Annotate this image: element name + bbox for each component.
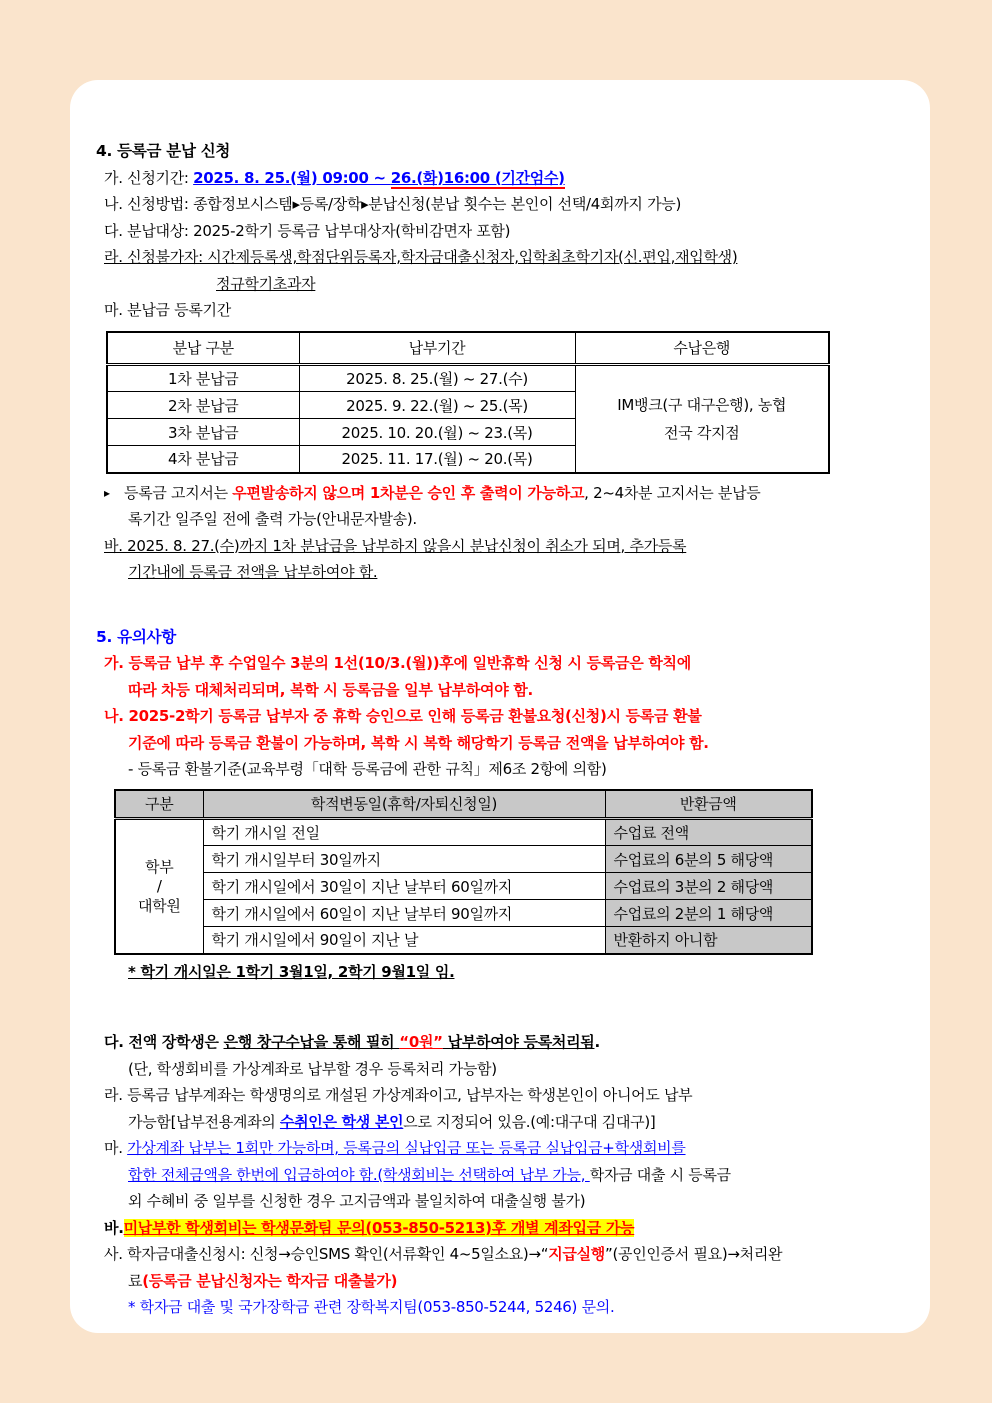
s5-deposit-rule-line1: [104, 1135, 906, 1162]
triangle-bullet-icon: ▸: [104, 485, 111, 500]
s5-deposit-rule-line2: [128, 1162, 906, 1189]
s5-full-scholarship-sub: (단, 학생회비를 가상계좌로 납부할 경우 등록처리 가능함): [128, 1059, 497, 1078]
section5-title: 5. 유의사항: [96, 627, 176, 646]
cell-installment-3: 3차 분납금: [107, 419, 299, 446]
cell-installment-1: 1차 분납금: [107, 365, 299, 392]
bill-notice-post: , 2~4차분 고지서는 분납등: [584, 483, 761, 502]
s5-unpaid-fee-rule: [104, 1215, 906, 1242]
table-row: [107, 365, 829, 392]
da-underlined-2: 납부하여야 등록처리됨: [442, 1033, 595, 1051]
ra2-post: 으로 지정되어 있음.(예:대구대 김대구)]: [403, 1112, 656, 1131]
cell-refund-2: 수업료의 6분의 5 해당액: [605, 846, 812, 873]
bank-branches: 전국 각지점: [664, 423, 740, 442]
group-grad: 대학원: [137, 897, 181, 916]
ra2-pre: 가능함[납부전용계좌의: [128, 1112, 280, 1131]
s5-leave-rule-line2: 따라 차등 대체처리되며, 복학 시 등록금을 일부 납부하여야 함.: [128, 680, 533, 699]
ma-blue-1: 가상계좌 납부는 1회만 가능하며, 등록금의 실납입금 또는 등록금 실납입금+학생회비를: [127, 1139, 686, 1157]
cell-student-group: [115, 819, 203, 954]
s5-virtual-account-line2: [128, 1109, 906, 1136]
table-row: [115, 927, 812, 954]
col-header-category: 구분: [115, 790, 203, 819]
bill-notice-warning: 우편발송하지 않으며 1차분은 승인 후 출력이 가능하고: [232, 483, 585, 502]
s5-deposit-rule-line3: 외 수혜비 중 일부를 신청한 경우 고지금액과 불일치하여 대출실행 불가): [128, 1192, 586, 1210]
cell-refund-1: 수업료 전액: [605, 819, 812, 846]
group-slash: /: [156, 877, 162, 896]
cell-change-date-1: 학기 개시일 전일: [203, 819, 605, 846]
table-row: [115, 873, 812, 900]
section4-title: 4. 등록금 분납 신청: [96, 142, 231, 160]
cell-refund-4: 수업료의 2분의 1 해당액: [605, 900, 812, 927]
table-row: [115, 819, 812, 846]
sa-payment-exec: 지급실행: [548, 1245, 605, 1263]
col-header-bank: 수납은행: [575, 332, 829, 365]
s5-loan-process-line1: [104, 1241, 906, 1268]
s4-item-apply-period: [104, 165, 906, 192]
cell-change-date-5: 학기 개시일에서 90일이 지난 날: [203, 927, 605, 954]
cell-period-4: 2025. 11. 17.(월) ~ 20.(목): [299, 446, 575, 473]
semester-start-note: * 학기 개시일은 1학기 3월1일, 2학기 9월1일 임.: [128, 962, 455, 981]
s4-item-not-eligible: 라. 신청불가자: 시간제등록생,학점단위등록자,학자금대출신청자,입학최초학기자(신.편입,재입학생): [104, 248, 738, 266]
bill-notice-pre: 등록금 고지서는: [124, 483, 233, 502]
s4-bill-notice: [104, 480, 906, 507]
cell-period-2: 2025. 9. 22.(월) ~ 25.(목): [299, 392, 575, 419]
cell-change-date-3: 학기 개시일에서 30일이 지난 날부터 60일까지: [203, 873, 605, 900]
ma-blue-2: 합한 전체금액을 한번에 입금하여야 함.(학생회비는 선택하여 납부 가능,: [128, 1165, 590, 1184]
ba-highlight-strong: 개별 계좌입금 가능: [510, 1218, 635, 1237]
cell-refund-3: 수업료의 3분의 2 해당액: [605, 873, 812, 900]
document-panel: [70, 80, 930, 1333]
col-header-change-date: 학적변동일(휴학/자퇴신청일): [203, 790, 605, 819]
col-header-refund-amount: 반환금액: [605, 790, 812, 819]
ba-label: 바.: [104, 1218, 124, 1237]
bank-name: IM뱅크(구 대구은행), 농협: [617, 395, 787, 414]
s5-full-scholarship-rule: [104, 1029, 906, 1056]
table-header-row: [115, 790, 812, 819]
group-undergrad: 학부: [145, 858, 174, 877]
s4-item-registration-period: 마. 분납금 등록기간: [104, 301, 231, 319]
sa-line2-pre: 료: [128, 1271, 143, 1290]
cell-installment-2: 2차 분납금: [107, 392, 299, 419]
s4-ga-period-part1: 2025. 8. 25.(월) 09:00 ~: [193, 168, 391, 187]
s4-item-target: 다. 분납대상: 2025-2학기 등록금 납부대상자(학비감면자 포함): [104, 221, 511, 240]
cell-period-1: 2025. 8. 25.(월) ~ 27.(수): [299, 365, 575, 392]
col-header-installment: 분납 구분: [107, 332, 299, 365]
s5-contact-note: * 학자금 대출 및 국가장학금 관련 장학복지팀(053-850-5244, 5246) 문의.: [128, 1298, 615, 1316]
sa-loan-restriction: (등록금 분납신청자는 학자금 대출불가): [142, 1271, 398, 1290]
s5-refund-basis-note: - 등록금 환불기준(교육부령「대학 등록금에 관한 규칙」제6조 2항에 의함): [128, 760, 607, 778]
da-underlined-1: 은행 창구수납을 통해 필히: [223, 1033, 400, 1051]
s4-item-cancel-rule-line2: 기간내에 등록금 전액을 납부하여야 함.: [128, 563, 378, 581]
table-header-row: [107, 332, 829, 365]
da-label: 다. 전액 장학생은: [104, 1033, 224, 1051]
da-period: .: [594, 1033, 600, 1051]
sa-pre: 사. 학자금대출신청시: 신청→승인SMS 확인(서류확인 4~5일소요)→“: [104, 1245, 549, 1263]
sa-mid: ”(공인인증서 필요)→처리완: [605, 1245, 783, 1263]
s4-ga-period-part2: 26.(화)16:00 (기간엄수): [390, 168, 565, 187]
s4-item-not-eligible-cont: 정규학기초과자: [216, 274, 316, 293]
s4-item-cancel-rule: 바. 2025. 8. 27.(수)까지 1차 분납금을 납부하지 않을시 분납신청이 취소가 되며, 추가등록: [104, 536, 687, 555]
ba-highlight-red: 미납부한 학생회비는 학생문화팀 문의(053-850-5213)후: [123, 1218, 511, 1237]
cell-change-date-2: 학기 개시일부터 30일까지: [203, 846, 605, 873]
s5-refund-rule-line2: 기준에 따라 등록금 환불이 가능하며, 복학 시 복학 해당학기 등록금 전액을 납부하여야 함.: [128, 733, 709, 752]
s5-virtual-account-line1: 라. 등록금 납부계좌는 학생명의로 개설된 가상계좌이고, 납부자는 학생본인이 아니어도 납부: [104, 1086, 693, 1104]
cell-period-3: 2025. 10. 20.(월) ~ 23.(목): [299, 419, 575, 446]
s5-leave-rule-line1: 가. 등록금 납부 후 수업일수 3분의 1선(10/3.(월))후에 일반휴학 신청 시 등록금은 학칙에: [104, 654, 691, 672]
ma-black-2: 학자금 대출 시 등록금: [589, 1165, 731, 1184]
cell-installment-4: 4차 분납금: [107, 446, 299, 473]
cell-refund-5: 반환하지 아니함: [605, 927, 812, 954]
refund-criteria-table: [114, 789, 813, 955]
installment-schedule-table: [106, 331, 830, 474]
table-row: [115, 846, 812, 873]
s5-loan-process-line2: [128, 1268, 906, 1295]
table-row: [115, 900, 812, 927]
cell-bank: [575, 365, 829, 473]
ra2-recipient: 수취인은 학생 본인: [279, 1112, 404, 1131]
s5-refund-rule-line1: 나. 2025-2학기 등록금 납부자 중 휴학 승인으로 인해 등록금 환불요청(신청)시 등록금 환불: [104, 707, 702, 725]
da-zero-won: “0원”: [399, 1033, 443, 1051]
s4-bill-notice-line2: 록기간 일주일 전에 출력 가능(안내문자발송).: [128, 510, 417, 528]
ma-label: 마.: [104, 1139, 128, 1157]
cell-change-date-4: 학기 개시일에서 60일이 지난 날부터 90일까지: [203, 900, 605, 927]
s4-item-apply-method: 나. 신청방법: 종합정보시스템▸등록/장학▸분납신청(분납 횟수는 본인이 선택/4회까지 가능): [104, 195, 681, 213]
s4-ga-label: 가. 신청기간:: [104, 168, 194, 187]
col-header-payment-period: 납부기간: [299, 332, 575, 365]
